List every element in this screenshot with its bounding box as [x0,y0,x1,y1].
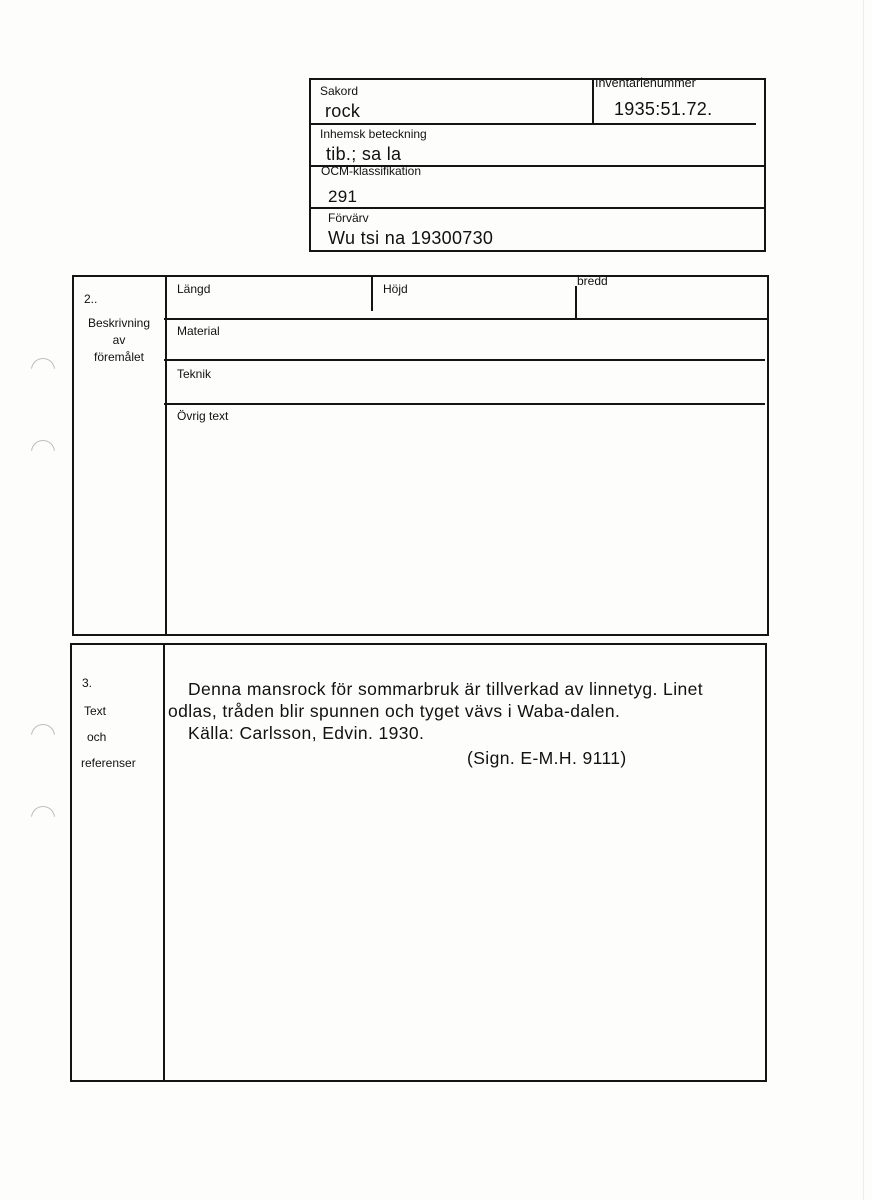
section-2-title-line: av [112,333,126,347]
section-3-title-line: och [87,730,107,744]
page-edge [863,0,864,1200]
section-2-title [76,315,162,366]
ovrig-text-label: Övrig text [177,409,229,423]
section-2-number: 2.. [84,292,98,306]
bredd-label: bredd [577,274,608,288]
divider [164,359,765,361]
forvarv-value: Wu tsi na 19300730 [328,228,494,248]
divider [165,275,167,636]
section-2-title-line: föremålet [93,350,145,364]
reference-text-line: odlas, tråden blir spunnen och tyget vävs i Waba-dalen. [168,701,621,721]
reference-text-line: Källa: Carlsson, Edvin. 1930. [188,723,425,743]
material-label: Material [177,324,220,338]
inventarienummer-value: 1935:51.72. [614,99,713,119]
divider [164,318,769,320]
section-3-title-line: Text [84,704,107,718]
divider [163,643,165,1082]
divider [309,207,766,209]
divider [371,277,373,311]
langd-label: Längd [177,282,211,296]
divider [575,286,577,320]
ocm-klassifikation-label: OCM-klassifikation [321,164,422,178]
sakord-value: rock [325,101,361,121]
binder-hole [31,440,55,464]
divider [309,123,756,125]
hojd-label: Höjd [383,282,408,296]
section-3-title [70,698,137,776]
inhemsk-beteckning-label: Inhemsk beteckning [320,127,427,141]
inhemsk-beteckning-value: tib.; sa la [326,144,402,164]
signature-line: (Sign. E-M.H. 9111) [467,748,627,768]
reference-text-line: Denna mansrock för sommarbruk är tillverkad av linnetyg. Linet [188,679,704,699]
section-3-number: 3. [82,676,93,690]
forvarv-label: Förvärv [328,211,369,225]
divider [592,78,594,124]
sakord-label: Sakord [320,84,359,98]
teknik-label: Teknik [177,367,212,381]
section-2-title-line: Beskrivning [87,316,151,330]
binder-hole [31,724,55,748]
binder-hole [31,806,55,830]
ocm-klassifikation-value: 291 [328,187,358,206]
binder-hole [31,358,55,382]
divider [164,403,765,405]
inventarienummer-label: Inventarienummer [595,76,696,90]
section-3-title-line: referenser [81,756,136,770]
